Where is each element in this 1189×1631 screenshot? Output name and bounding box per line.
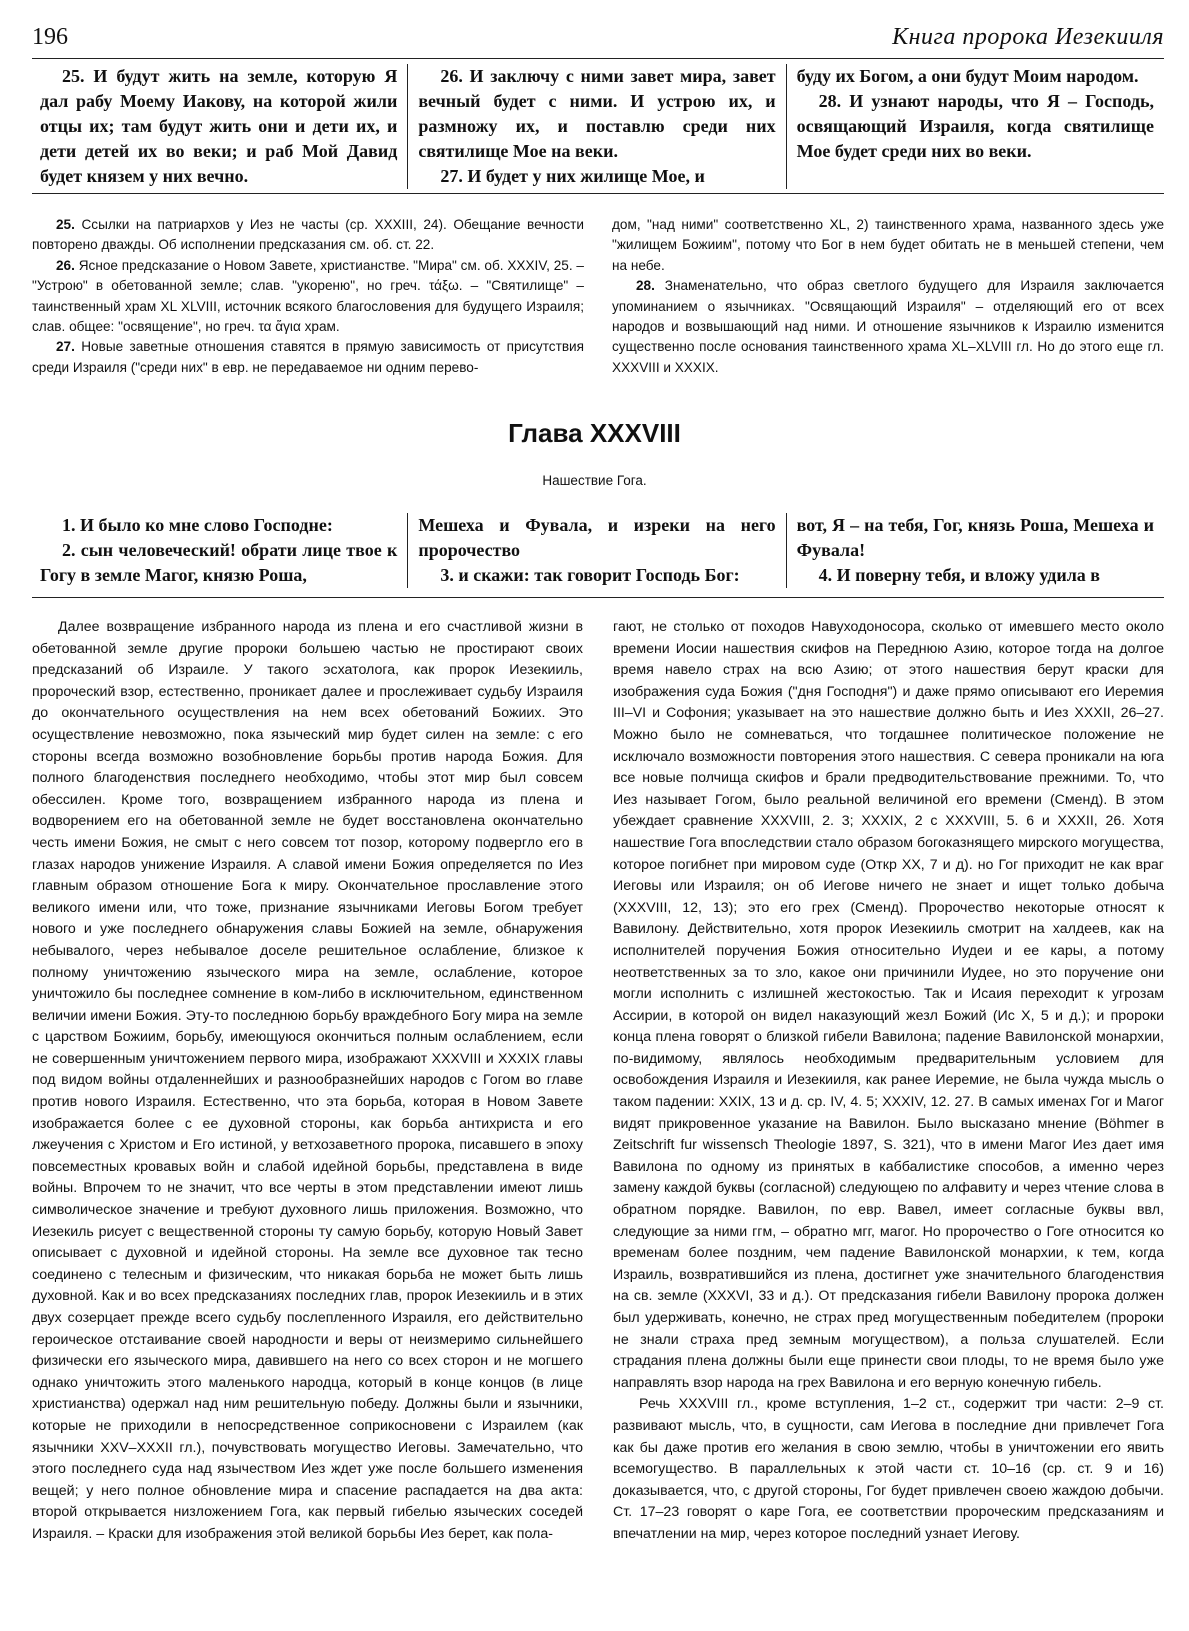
page-number: 196 — [32, 24, 68, 50]
verse-column — [32, 64, 407, 189]
verses-block-1 — [32, 64, 1164, 189]
verse-column — [32, 513, 407, 588]
section-rule — [32, 193, 1164, 194]
verse: 25. И будут жить на земле, которую Я дал рабу Моему Иакову, на которой жили отцы их; там будут жить они и дети их, и дети детей их во веки; и раб Мой Давид будет князем у них вечно. — [40, 66, 398, 186]
commentary-block-1 — [32, 215, 1164, 378]
commentary-column — [32, 617, 583, 1546]
commentary-column — [612, 215, 1164, 378]
commentary-paragraph: 27. Новые заветные отношения ставятся в прямую зависимость от присутствия среди Израиля ("среди них" в евр. не передаваемое ни одним перево- — [32, 339, 584, 375]
verse: 28. И узнают народы, что Я – Господь, освящающий Израиля, когда святилище Мое будет среди них во веки. — [796, 91, 1154, 161]
running-header — [32, 24, 1164, 54]
commentary-block-2 — [32, 617, 1164, 1546]
header-rule — [32, 58, 1164, 59]
verse: 1. И было ко мне слово Господне: — [62, 515, 333, 535]
verse-column — [786, 513, 1164, 588]
verse: 4. И поверну тебя, и вложу удила в — [818, 565, 1101, 585]
verse: 26. И заключу с ними завет мира, завет вечный будет с ними. И устрою их, и размножу их, и поставлю среди них святилище Мое на веки. — [418, 66, 776, 161]
commentary-column — [613, 617, 1164, 1546]
commentary-paragraph: Далее возвращение избранного народа из плена и его счастливой жизни в обетованной земле другие пророки большею частью не простирают своих предсказаний об Израиле. У такого эсхатолога, как пророк Иезекииль, пророческий взор, естественно, проникает далее и прослеживает судьбу Израиля до окончательного осуществления на нем всех обетований Божиих. Это осуществление невозможно, пока языческий мир будет силен на земле: с его стороны всегда возможно возобновление борьбы против народа Божия. Для полного благоденствия последнего необходимо, чтобы этот мир был совсем обессилен. Кроме того, возвращением избранного народа из плена и водворением его на обетованной земле не будет восстановлена окончательно честь имени Божия, не смыт с него совсем тот позор, которому подвергло его в глазах народов унижение Израиля. А славой имени Божия определяется по Иез главным образом отношение Бога к миру. Окончательное прославление этого великого имени или, что тоже, признание язычниками Иеговы Богом требует нового и уже последнего обнаружения славы Божией на земле, обнаружения небывалого, через небывалое доселе решительное ослабление, близкое к полному уничтожению языческого мира на земле, ослабление, которое уничтожило бы последнее сомнение в ком-либо в исключительном, единственном величии имени Божия. Эту-то последнюю борьбу враждебного Богу мира на земле с царством Божиим, борьбу, имеющуюся окончиться полным ослаблением, если не совершенным уничтожением первого мира, изображают XXXVIII и XXXIX главы под видом войны отдаленнейших и разнообразнейших народов с Гогом во главе против нового Израиля. Естественно, что эта борьба, которая в Новом Завете изображается более с ее духовной стороны, как борьба антихриста и его лжеучения с Христом и Его истиной, у ветхозаветного пророка, писавшего в эпоху повсеместных кровавых войн и слабой идейной борьбы, представлена в виде войны. Впрочем то не значит, что все черты в этом представлении имеют лишь символическое значение и требуют духовного лишь приложения. Возможно, что Иезекиль рисует с вещественной стороны ту самую борьбу, которую Новый Завет описывает с духовной и идейной стороны. На земле все духовное так тесно соединено с телесным и физическим, что никакая борьба не может быть лишь духовной. Как и во всех предсказаниях последних глав, пророк Иезекииль и в этих двух созерцает прежде всего судьбу послепленного Израиля, его действительно героическое отстаивание своей народности и веры от неизмеримо сильнейшего физически его языческого мира, давившего на него со всех сторон и не могшего однако уничтожить этого маленького народца, который в конце концов (в лице христианства) одержал над ним решительную победу. Должны были и язычники, которые не приходили в непосредственное соприкосновени с Израилем (как язычники XXV–XXXII гл.), почувствовать могущество Иеговы. Замечательно, что этого последнего суда над язычеством Иез ждет уже после большего изменения вещей; у него полное обновление мира и спасение распадается на два акта: второй открывается низложением Гога, как первый гибелью языческих соседей Израиля. – Краски для изображения этой великой борьбы Иез берет, как пола- — [32, 619, 583, 1542]
section-rule — [32, 597, 1164, 598]
verse-column — [407, 64, 785, 189]
commentary-paragraph: 25. Ссылки на патриархов у Иез не часты (ср. XXXIII, 24). Обещание вечности повторено дважды. Об исполнении предсказания см. об. ст. 22. — [32, 217, 584, 253]
verse-column — [407, 513, 785, 588]
running-title: Книга пророка Иезекииля — [892, 24, 1164, 50]
commentary-column — [32, 215, 584, 378]
commentary-paragraph: Речь XXXVIII гл., кроме вступления, 1–2 ст., содержит три части: 2–9 ст. развивают мысль, что, в сущности, сам Иегова в последние дни привлечет Гога как бы даже против его желания в свою землю, чтобы в уничтожении его явить всемогущество. В параллельных к этой части ст. 10–16 (ср. ст. 9 и 16) доказывается, что, с другой стороны, Гог будет привлечен своею жаждою добычи. Ст. 17–23 говорят о каре Гога, ее соответствии пророческим предсказаниям и впечатлении на мир, через которое последний узнает Иегову. — [613, 1396, 1164, 1542]
verses-block-2 — [32, 513, 1164, 588]
verse: 2. сын человеческий! обрати лице твое к Гогу в земле Магог, князю Роша, — [40, 540, 398, 585]
commentary-paragraph: 28. Знаменательно, что образ светлого будущего для Израиля заключается упоминанием о язычниках. "Освящающий Израиля" – отделяющий его от всех народов и возвышающий над ними. И отношение язычников к Израилю изменится существенно после основания таинственного храма XL–XLVIII гл. Но до этого еще гл. XXXVIII и XXXIX. — [612, 278, 1164, 375]
verse: 3. и скажи: так говорит Господь Бог: — [440, 565, 740, 585]
chapter-subtitle: Нашествие Гога. — [542, 473, 647, 488]
verse-continuation: Мешеха и Фувала, и изреки на него пророчество — [418, 515, 776, 560]
verse-continuation: буду их Богом, а они будут Моим народом. — [796, 66, 1139, 86]
verse-continuation: вот, Я – на тебя, Гог, князь Роша, Мешеха и Фувала! — [796, 515, 1154, 560]
commentary-paragraph: 26. Ясное предсказание о Новом Завете, христианстве. "Мира" см. об. XXXIV, 25. – "Устрою" в обетованной земле; слав. "укореню", но греч. τάξω. – "Святилище" – таинственный храм XL XLVIII, источник всякого благословения для будущего Израиля; слав. общее: "освящение", но греч. τα ἅγια храм. — [32, 257, 584, 335]
verse-column — [786, 64, 1164, 189]
commentary-continuation: дом, "над ними" соответственно XL, 2) таинственного храма, названного здесь уже "жилищем Божиим", потому что Бог в нем будет обитать не в меньшей степени, чем на небе. — [612, 217, 1164, 273]
chapter-title: Глава XXXVIII — [508, 418, 681, 448]
verse: 27. И будет у них жилище Мое, и — [440, 166, 705, 186]
commentary-continuation: гают, не столько от походов Навуходоносора, сколько от имевшего место около времени Иосии нашествия скифов на Переднюю Азию, которое тогда на долгое время навело страх на всю Азию; от этого нашествия берут краски для изображения суда Божия ("дня Господня") и даже прямо описывают его Иеремия III–VI и Софония; указывает на это нашествие должно быть и Иез XXXII, 26–27. Можно было не сомневаться, что тогдашнее политическое положение не исключало возможности повторения этого нашествия. С севера проникали на юга все новые полчища скифов и брали предводительствование прежними. То, что Иез называет Гогом, было реальной величиной его времени (Сменд). В этом убеждает сравнение XXXVIII, 2. 3; XXXIX, 2 с XXXVIII, 5. 6 и XXXII, 26. Хотя нашествие Гога впоследствии стало образом богоказнящего мирского могущества, которое погибнет при мировом суде (Откр XX, 7 и д). но Гог приходит не как враг Иеговы или Израиля; он об Иегове ничего не знает и ищет только добыча (XXXVIII, 12, 13); это его грех (Сменд). Пророчество некоторые относят к Вавилону. Действительно, хотя пророк Иезекииль смотрит на халдеев, как на исполнителей поручения Божия относительно Иудеи и ее кары, а потому неответственных за то зло, какое они причинили Иудее, но это поручение они могли исполнить с излишней жестокостью. Так и Исаия переходит к угрозам Ассирии, в которой он видел наказующий жезл Божий (Ис X, 5 и д.); и пророки конца плена говорят о близкой гибели Вавилона; падение Вавилонской монархии, по-видимому, являлось необходимым предварительным условием для освобождения Израиля и Иезекииля, как ранее Иеремие, не была чужда мысль о таком падении: XXIX, 13 и д. ср. IV, 4. 5; XXXIV, 12. 27. В самых именах Гог и Магог видят прикровенное указание на Вавилон. Было высказано мнение (Böhmer в Zeitschrift fur wissensch Theologie 1897, S. 321), что в имени Магог Иез дает имя Вавилона по одному из принятых в каббалистике способов, а именно через замену каждой буквы (согласной) следующею по алфавиту и через чтение слова в обратном порядке. Вавилон, по евр. Вавел, имеет согласные буквы ввл, следующие за ними ггм, – обратно мгг, магог. Но пророчество о Гоге относится ко временам более поздним, чем падение Вавилонской монархии, к тем, когда Израиль, возвратившийся из плена, достигнет уже значительного благоденствия на св. земле (XXXVI, 33 и д.). От предсказания гибели Вавилону пророка должен был удерживать, конечно, не страх пред могущественным победителем (пророки не знали страха пред земным могуществом), а польза слушателей. Если страдания плена должны были еще принести свои плоды, то не время было уже направлять взор народа на грех Вавилона и его верную конечную гибель. — [613, 619, 1164, 1391]
